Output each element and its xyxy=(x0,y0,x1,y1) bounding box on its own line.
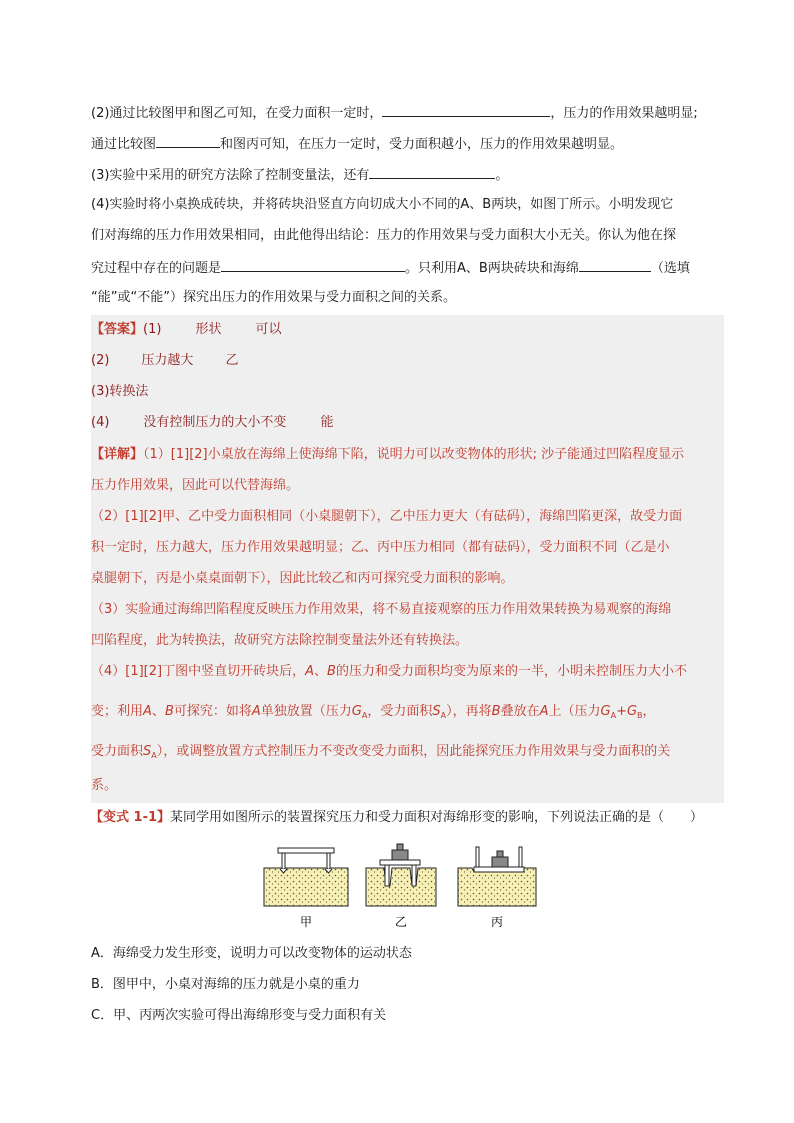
detail-p4a: （4）[1][2]丁图中竖直切开砖块后，A、B的压力和受力面积均变为原来的一半，小明未控制压力大小不 xyxy=(91,664,687,679)
answer-line3: (3)转换法 xyxy=(91,384,149,399)
q4-line3: 究过程中存在的问题是 。只利用A、B两块砖块和海绵 （选填 xyxy=(91,257,690,279)
answer-line4: (4) 没有控制压力的大小不变 能 xyxy=(91,415,334,430)
setup-bing xyxy=(458,847,536,906)
detail-p2b: 积一定时，压力越大，压力作用效果越明显；乙、丙中压力相同（都有砝码），受力面积不同（乙是小 xyxy=(91,540,670,555)
detail-p4c: 受力面积$S_A$），或调整放置方式控制压力不变改变受力面积，因此能探究压力作用效果与受力面积的关 xyxy=(91,744,671,760)
setup-jia xyxy=(264,848,348,906)
answer-line1: 【答案】(1) 形状 可以 xyxy=(91,322,282,337)
q3-line: (3)实验中采用的研究方法除了控制变量法，还有 。 xyxy=(91,164,508,186)
option-b[interactable]: B．图甲中，小桌对海绵的压力就是小桌的重力 xyxy=(91,977,360,992)
q2-line1: (2)通过比较图甲和图乙可知，在受力面积一定时， ，压力的作用效果越明显; xyxy=(91,102,698,124)
detail-p1b: 压力作用效果，因此可以代替海绵。 xyxy=(91,478,300,493)
answer-line2: (2) 压力越大 乙 xyxy=(91,353,239,368)
q2-line2: 通过比较图 和图丙可知，在压力一定时，受力面积越小，压力的作用效果越明显。 xyxy=(91,133,623,155)
variant-question: 【变式 1-1】某同学用如图所示的装置探究压力和受力面积对海绵形变的影响，下列说法正确的是（ ） xyxy=(90,810,704,825)
answer-blank[interactable] xyxy=(156,133,220,148)
q4-line4: “能”或“不能”）探究出压力的作用效果与受力面积之间的关系。 xyxy=(91,290,456,305)
answer-blank[interactable] xyxy=(369,164,495,179)
answer-blank[interactable] xyxy=(221,257,405,272)
fig-label-yi: 乙 xyxy=(394,915,408,929)
fig-label-jia: 甲 xyxy=(299,915,313,929)
option-c[interactable]: C．甲、丙两次实验可得出海绵形变与受力面积有关 xyxy=(91,1008,387,1023)
detail-p4d: 系。 xyxy=(91,778,118,793)
fig-label-bing: 丙 xyxy=(490,915,504,929)
q4-line1: (4)实验时将小桌换成砖块，并将砖块沿竖直方向切成大小不同的A、B两块，如图丁所示。小明发现它 xyxy=(91,197,674,212)
answer-box xyxy=(91,315,724,803)
option-a[interactable]: A．海绵受力发生形变，说明力可以改变物体的运动状态 xyxy=(91,946,412,961)
detail-p4b: 变；利用A、B可探究：如将A单独放置（压力$G_A$，受力面积$S_A$），再将B叠放在A上（压力$G_A+G_B$， xyxy=(91,704,656,720)
detail-p2a: （2）[1][2]甲、乙中受力面积相同（小桌腿朝下），乙中压力更大（有砝码），海绵凹陷更深，故受力面 xyxy=(91,509,683,524)
detail-p3b: 凹陷程度，此为转换法，故研究方法除控制变量法外还有转换法。 xyxy=(91,633,469,648)
detail-p3a: （3）实验通过海绵凹陷程度反映压力作用效果，将不易直接观察的压力作用效果转换为易观察的海绵 xyxy=(91,602,672,617)
answer-blank[interactable] xyxy=(382,102,550,117)
answer-blank[interactable] xyxy=(579,257,651,272)
sponge-experiment-figure xyxy=(262,838,552,930)
q4-line2: 们对海绵的压力作用效果相同，由此他得出结论：压力的作用效果与受力面积大小无关。你认为他在探 xyxy=(91,228,677,243)
detail-p2c: 桌腿朝下，丙是小桌桌面朝下），因此比较乙和丙可探究受力面积的影响。 xyxy=(91,571,514,586)
setup-yi xyxy=(366,844,436,906)
detail-p1a: 【详解】（1）[1][2]小桌放在海绵上使海绵下陷，说明力可以改变物体的形状; 沙子能通过凹陷程度显示 xyxy=(91,447,685,462)
